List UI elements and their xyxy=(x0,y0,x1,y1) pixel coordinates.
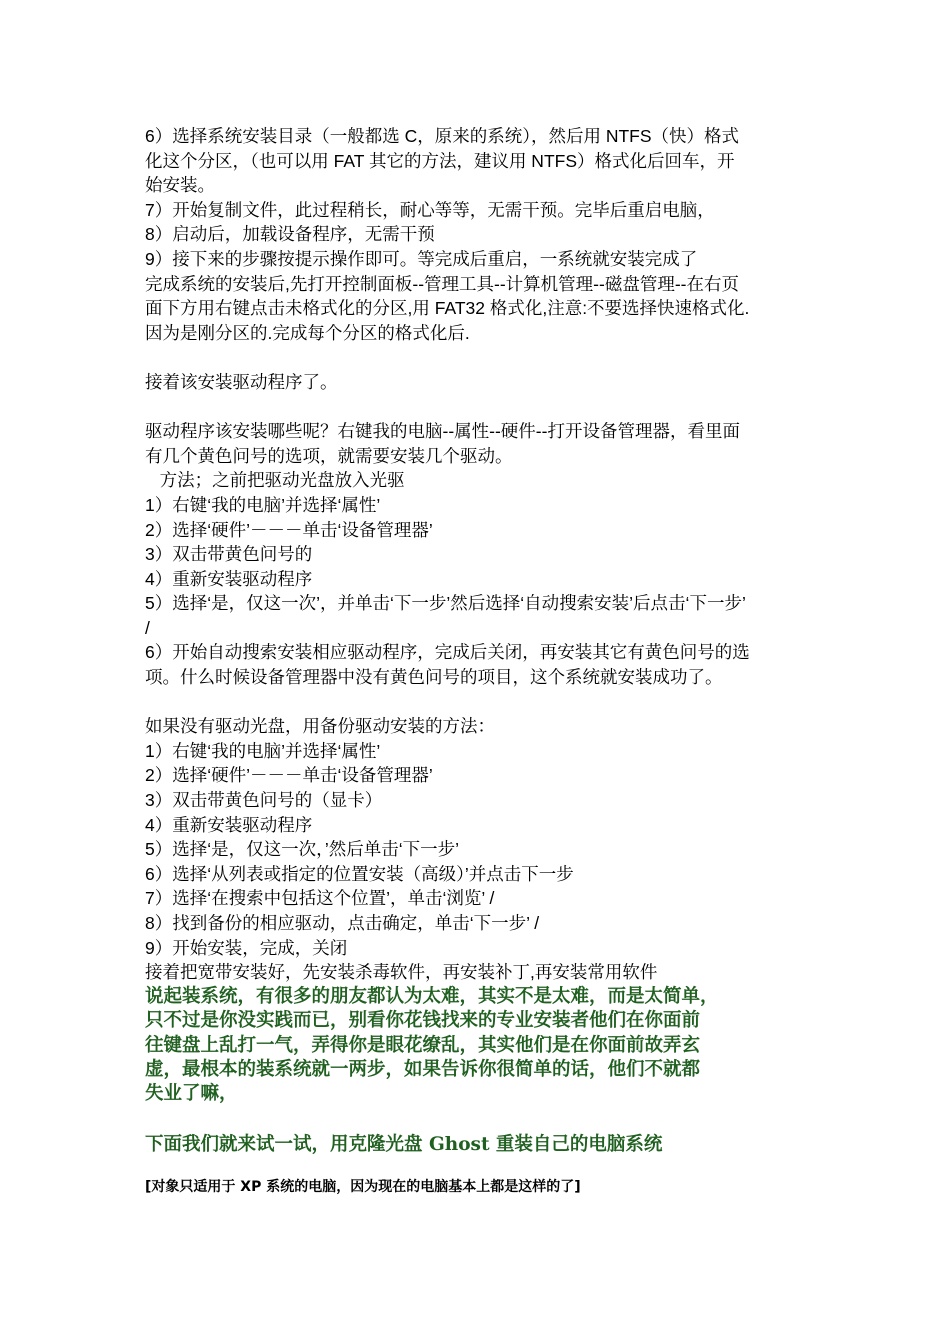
text-line: 8）启动后，加载设备程序，无需干预 xyxy=(145,224,435,245)
blank-line xyxy=(145,1107,825,1133)
text-line: 有几个黄色问号的选项，就需要安装几个驱动。 xyxy=(145,445,513,466)
green-paragraph xyxy=(145,985,825,1157)
text-line: 面下方用右键点击未格式化的分区,用 FAT32 格式化,注意:不要选择快速格式化. xyxy=(145,298,750,319)
text-line: 1）右键‘我的电脑’并选择‘属性’ xyxy=(145,494,381,515)
text-line: 1）右键‘我的电脑’并选择‘属性’ xyxy=(145,740,381,761)
text-line: 7）选择‘在搜索中包括这个位置’，单击‘浏览’ / xyxy=(145,888,495,909)
text-line: 9）接下来的步骤按提示操作即可。等完成后重启，一系统就安装完成了 xyxy=(145,248,698,269)
text-line: 4）重新安装驱动程序 xyxy=(145,814,313,835)
text-line: 7）开始复制文件，此过程稍长，耐心等等，无需干预。完毕后重启电脑， xyxy=(145,199,715,220)
text-line: 6）开始自动搜索安装相应驱动程序，完成后关闭，再安装其它有黄色问号的选 xyxy=(145,642,750,663)
text-line: 完成系统的安装后,先打开控制面板--管理工具--计算机管理--磁盘管理--在右页 xyxy=(145,273,739,294)
text-line: 5）选择‘是，仅这一次，’然后单击‘下一步’ xyxy=(145,839,460,860)
text-line: 4）重新安装驱动程序 xyxy=(145,568,313,589)
green-text-line: 只不过是你没实践而已，别看你花钱找来的专业安装者他们在你面前 xyxy=(145,1010,701,1032)
text-line: 始安装。 xyxy=(145,175,215,196)
text-line: 2）选择‘硬件’－－－单击‘设备管理器’ xyxy=(145,519,433,540)
green-text-line: 虚，最根本的装系统就一两步，如果告诉你很简单的话，他们不就都 xyxy=(145,1058,701,1080)
text-line: / xyxy=(145,617,150,638)
ghost-section-heading: 下面我们就来试一试，用克隆光盘 Ghost 重装自己的电脑系统 xyxy=(145,1133,663,1155)
green-text-line: 失业了嘛， xyxy=(145,1083,238,1105)
driver-steps-section xyxy=(145,419,825,690)
driver-intro-line: 接着该安装驱动程序了。 xyxy=(145,371,338,392)
install-steps-section xyxy=(145,124,825,345)
text-line: 2）选择‘硬件’－－－单击‘设备管理器’ xyxy=(145,765,433,786)
text-line: 方法；之前把驱动光盘放入光驱 xyxy=(145,470,405,491)
text-line: 因为是刚分区的.完成每个分区的格式化后. xyxy=(145,322,470,343)
applicability-note: [对象只适用于 XP 系统的电脑，因为现在的电脑基本上都是这样的了] xyxy=(145,1179,581,1196)
text-line: 驱动程序该安装哪些呢？右键我的电脑--属性--硬件--打开设备管理器，看里面 xyxy=(145,421,740,442)
backup-driver-section xyxy=(145,714,825,985)
text-line: 5）选择‘是，仅这一次’，并单击‘下一步’然后选择‘自动搜索安装’后点击‘下一步’ xyxy=(145,593,746,614)
text-line: 化这个分区，（也可以用 FAT 其它的方法，建议用 NTFS）格式化后回车，开 xyxy=(145,150,735,171)
text-line: 3）双击带黄色问号的 xyxy=(145,544,313,565)
text-line: 项。什么时候设备管理器中没有黄色问号的项目，这个系统就安装成功了。 xyxy=(145,667,723,688)
text-line: 接着把宽带安装好，先安装杀毒软件，再安装补丁,再安装常用软件 xyxy=(145,962,658,983)
green-text-line: 往键盘上乱打一气，弄得你是眼花缭乱，其实他们是在你面前故弄玄 xyxy=(145,1034,701,1056)
blank-line xyxy=(145,345,825,370)
text-line: 6）选择‘从列表或指定的位置安装（高级）’并点击下一步 xyxy=(145,863,574,884)
blank-line xyxy=(145,690,825,715)
text-line: 9）开始安装，完成，关闭 xyxy=(145,937,348,958)
text-line: 3）双击带黄色问号的（显卡） xyxy=(145,790,383,811)
blank-line xyxy=(145,395,825,420)
text-line: 6）选择系统安装目录（一般都选 C，原来的系统），然后用 NTFS（快）格式 xyxy=(145,126,740,146)
document-body xyxy=(145,124,825,1197)
text-line: 如果没有驱动光盘，用备份驱动安装的方法： xyxy=(145,716,495,737)
text-line: 8）找到备份的相应驱动，点击确定，单击‘下一步’ / xyxy=(145,913,540,933)
green-text-line: 说起装系统，有很多的朋友都认为太难，其实不是太难，而是太简单， xyxy=(145,985,719,1007)
